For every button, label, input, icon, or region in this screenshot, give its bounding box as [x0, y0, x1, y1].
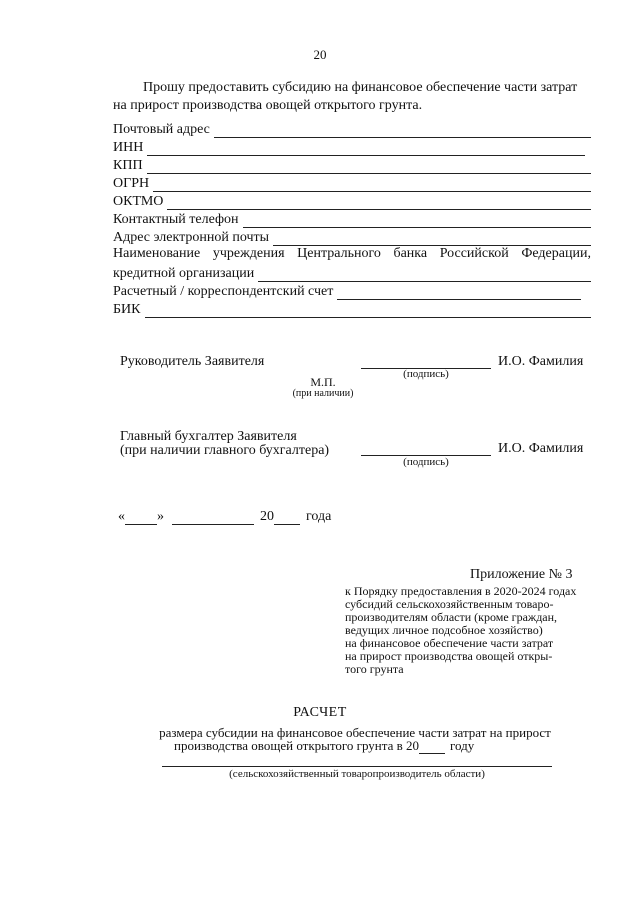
postal-address-label: Почтовый адрес [113, 122, 210, 137]
bik-label: БИК [113, 302, 141, 317]
ogrn-field[interactable] [113, 174, 591, 192]
bank-word: Центрального [297, 246, 381, 261]
appendix-line: производителям области (кроме граждан, [345, 610, 558, 624]
date-year-suffix: года [306, 509, 332, 524]
ogrn-input-line[interactable] [153, 178, 591, 192]
intro-line-1: Прошу предоставить субсидию на финансовое обеспечение части затрат [143, 80, 578, 95]
postal-address-field[interactable] [113, 120, 591, 138]
stamp-label: М.П. [310, 375, 336, 389]
calculation-subtitle-line-1: размера субсидии на финансовое обеспечение части затрат на прирост [159, 725, 551, 740]
date-month-input[interactable] [172, 511, 254, 525]
postal-address-input-line[interactable] [214, 124, 591, 138]
accountant-signature-line[interactable] [361, 443, 491, 456]
accountant-role-line-2: (при наличии главного бухгалтера) [120, 443, 330, 458]
bank-word: банка [393, 246, 428, 261]
bank-name-label-line-1 [113, 246, 591, 264]
kpp-label: КПП [113, 158, 143, 173]
date-day-input[interactable] [125, 511, 157, 525]
appendix-description [345, 585, 595, 676]
bik-input-line[interactable] [145, 304, 592, 318]
oktmo-input-line[interactable] [167, 196, 591, 210]
account-input-line[interactable] [337, 286, 581, 300]
calculation-year-prefix: производства овощей открытого грунта в 20 [174, 738, 420, 753]
date-open-quote: « [118, 509, 125, 524]
inn-label: ИНН [113, 140, 144, 155]
inn-field[interactable] [113, 138, 585, 156]
director-role: Руководитель Заявителя [120, 354, 265, 369]
bank-word: Наименование [113, 246, 201, 261]
calculation-year-input[interactable] [419, 741, 445, 754]
phone-field[interactable] [113, 210, 591, 228]
oktmo-field[interactable] [113, 192, 591, 210]
intro-line-2: на прирост производства овощей открытого грунта. [113, 98, 423, 113]
email-field[interactable] [113, 228, 591, 246]
producer-name-input-line[interactable] [162, 758, 552, 767]
appendix-line: субсидий сельскохозяйственным товаро- [345, 597, 554, 611]
bik-field[interactable] [113, 300, 591, 318]
producer-caption: (сельскохозяйственный товаропроизводитель области) [229, 768, 485, 780]
calculation-year-suffix: году [450, 738, 475, 753]
email-label: Адрес электронной почты [113, 230, 270, 245]
account-label: Расчетный / корреспондентский счет [113, 284, 334, 299]
bank-word: Российской [439, 246, 509, 261]
appendix-line: к Порядку предоставления в 2020-2024 годах [345, 584, 577, 598]
accountant-role-line-1: Главный бухгалтер Заявителя [120, 429, 297, 444]
accountant-name: И.О. Фамилия [498, 441, 584, 456]
date-close-quote: » [157, 509, 164, 524]
phone-label: Контактный телефон [113, 212, 239, 227]
director-name: И.О. Фамилия [498, 354, 584, 369]
application-request-text [113, 79, 593, 115]
bank-word: учреждения [212, 246, 285, 261]
bank-name-input-line[interactable] [258, 268, 591, 282]
appendix-title: Приложение № 3 [470, 567, 573, 582]
appendix-line: на финансовое обеспечение части затрат [345, 636, 554, 650]
kpp-field[interactable] [113, 156, 591, 174]
appendix-line: ведущих личное подсобное хозяйство) [345, 623, 543, 637]
bank-name-field[interactable] [113, 264, 591, 282]
email-input-line[interactable] [273, 232, 591, 246]
date-line [118, 509, 331, 525]
ogrn-label: ОГРН [113, 176, 150, 191]
page-number: 20 [313, 47, 327, 62]
phone-input-line[interactable] [243, 214, 591, 228]
calculation-subtitle-line-2 [174, 738, 474, 754]
account-field[interactable] [113, 282, 581, 300]
kpp-input-line[interactable] [147, 160, 591, 174]
oktmo-label: ОКТМО [113, 194, 164, 209]
stamp-note: (при наличии) [292, 388, 354, 399]
bank-name-label-line-2: кредитной организации [113, 266, 255, 281]
date-year-prefix: 20 [260, 509, 274, 524]
inn-input-line[interactable] [147, 142, 585, 156]
calculation-title: РАСЧЕТ [293, 705, 347, 720]
director-signature-caption: (подпись) [403, 368, 449, 380]
appendix-line: того грунта [345, 662, 404, 676]
appendix-line: на прирост производства овощей откры- [345, 649, 553, 663]
accountant-signature-caption: (подпись) [403, 456, 449, 468]
bank-word: Федерации, [521, 246, 591, 261]
date-year-input[interactable] [274, 511, 300, 525]
